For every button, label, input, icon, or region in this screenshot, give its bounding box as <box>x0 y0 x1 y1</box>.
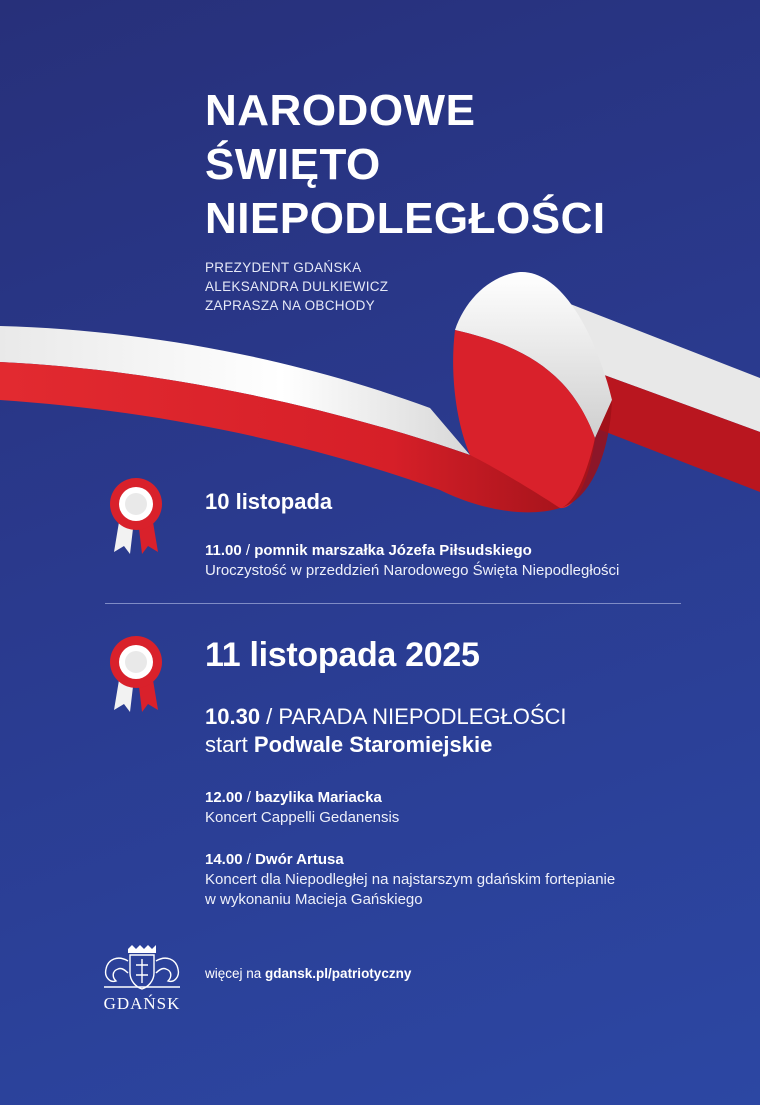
gdansk-crest-icon <box>98 943 186 991</box>
invitation-text <box>205 258 388 315</box>
event-description-line-2: w wykonaniu Macieja Gańskiego <box>205 891 423 908</box>
more-prefix: więcej na <box>205 966 266 981</box>
event-time: 14.00 <box>205 851 243 868</box>
parade-start-place: Podwale Staromiejskie <box>253 732 493 757</box>
event-place: pomnik marszałka Józefa Piłsudskiego <box>254 542 532 559</box>
title-line-1: NARODOWE <box>205 86 476 135</box>
event-place: bazylika Mariacka <box>255 789 382 806</box>
intro-line-1: PREZYDENT GDAŃSKA <box>205 260 362 275</box>
section-divider <box>105 603 681 604</box>
parade-time: 10.30 <box>205 704 261 729</box>
title-line-3: NIEPODLEGŁOŚCI <box>205 194 606 243</box>
event-separator: / <box>242 851 256 868</box>
day2-event-1 <box>205 788 399 828</box>
intro-line-3: ZAPRASZA NA OBCHODY <box>205 298 375 313</box>
parade-separator: / <box>260 704 279 729</box>
gdansk-logo-text: GDAŃSK <box>103 994 181 1013</box>
more-info-text <box>205 966 411 981</box>
cockade-icon <box>106 476 166 556</box>
event-separator: / <box>241 542 255 559</box>
parade-start-prefix: start <box>205 732 254 757</box>
day2-event-2 <box>205 850 615 910</box>
title-line-2: ŚWIĘTO <box>205 140 381 189</box>
cockade-icon <box>106 634 166 714</box>
event-separator: / <box>242 789 256 806</box>
event-place: Dwór Artusa <box>255 851 344 868</box>
event-description: Koncert Cappelli Gedanensis <box>205 809 400 826</box>
day1-date: 10 listopada <box>205 489 333 514</box>
page-title <box>205 84 606 246</box>
event-time: 12.00 <box>205 789 243 806</box>
day1-event-1 <box>205 541 619 581</box>
event-description: Uroczystość w przeddzień Narodowego Święta Niepodległości <box>205 562 620 579</box>
event-time: 11.00 <box>205 542 242 559</box>
event-description-line-1: Koncert dla Niepodległej na najstarszym gdańskim fortepianie <box>205 871 616 888</box>
parade-title: PARADA NIEPODLEGŁOŚCI <box>278 704 567 729</box>
intro-line-2: ALEKSANDRA DULKIEWICZ <box>205 279 389 294</box>
day2-date: 11 listopada 2025 <box>205 636 480 674</box>
parade-event <box>205 703 567 759</box>
website-link[interactable]: gdansk.pl/patriotyczny <box>265 966 412 981</box>
